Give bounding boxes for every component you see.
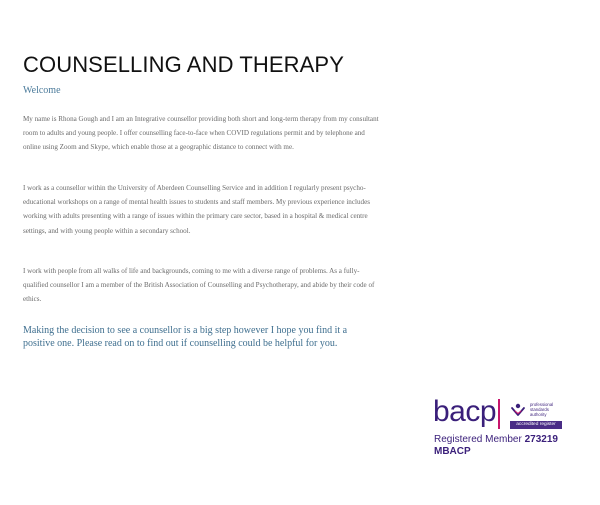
psa-tagline-line: standards [530, 407, 549, 412]
welcome-heading: Welcome [23, 85, 61, 96]
bacp-logo-text: bacp [433, 395, 497, 428]
page-title: COUNSELLING AND THERAPY [23, 52, 344, 77]
psa-tagline-line: professional [530, 402, 554, 407]
intro-paragraph: My name is Rhona Gough and I am an Integrative counsellor providing both short and long-term therapy from my consultant room to adults and young people. I offer counselling face-to-face when COVID regulations permit and by telephone and online using Zoom and Skype, which enable those at a geographic distance to connect with me. [23, 115, 379, 152]
experience-paragraph: I work as a counsellor within the University of Aberdeen Counselling Service and in addition I regularly present psycho-educational workshops on a range of mental health issues to students and staff members. My previous experience includes working with adults presenting with a range of issues within the primary care sector, based in a hospital & medical centre settings, and with young people within a secondary school. [23, 184, 370, 235]
bacp-person-icon [510, 403, 526, 417]
member-number: 273219 [524, 434, 558, 445]
psa-tagline-line: authority [530, 412, 547, 417]
registered-member-label: Registered Member [434, 434, 522, 445]
closing-statement: Making the decision to see a counsellor is a big step however I hope you find it a positive one. Please read on to find out if counselling could be helpful for you. [23, 325, 348, 349]
member-designation: MBACP [434, 446, 471, 457]
registered-member-line [434, 434, 558, 446]
accredited-register-label: accredited register [510, 421, 562, 429]
bacp-member-badge [430, 396, 570, 458]
psa-tagline [530, 402, 553, 417]
membership-paragraph: I work with people from all walks of life and backgrounds, coming to me with a diverse range of problems. As a fully-qualified counsellor I am a member of the British Association of Counselling and Psychotherapy, and abide by their code of ethics. [23, 267, 375, 304]
bacp-logo-divider [498, 399, 500, 429]
